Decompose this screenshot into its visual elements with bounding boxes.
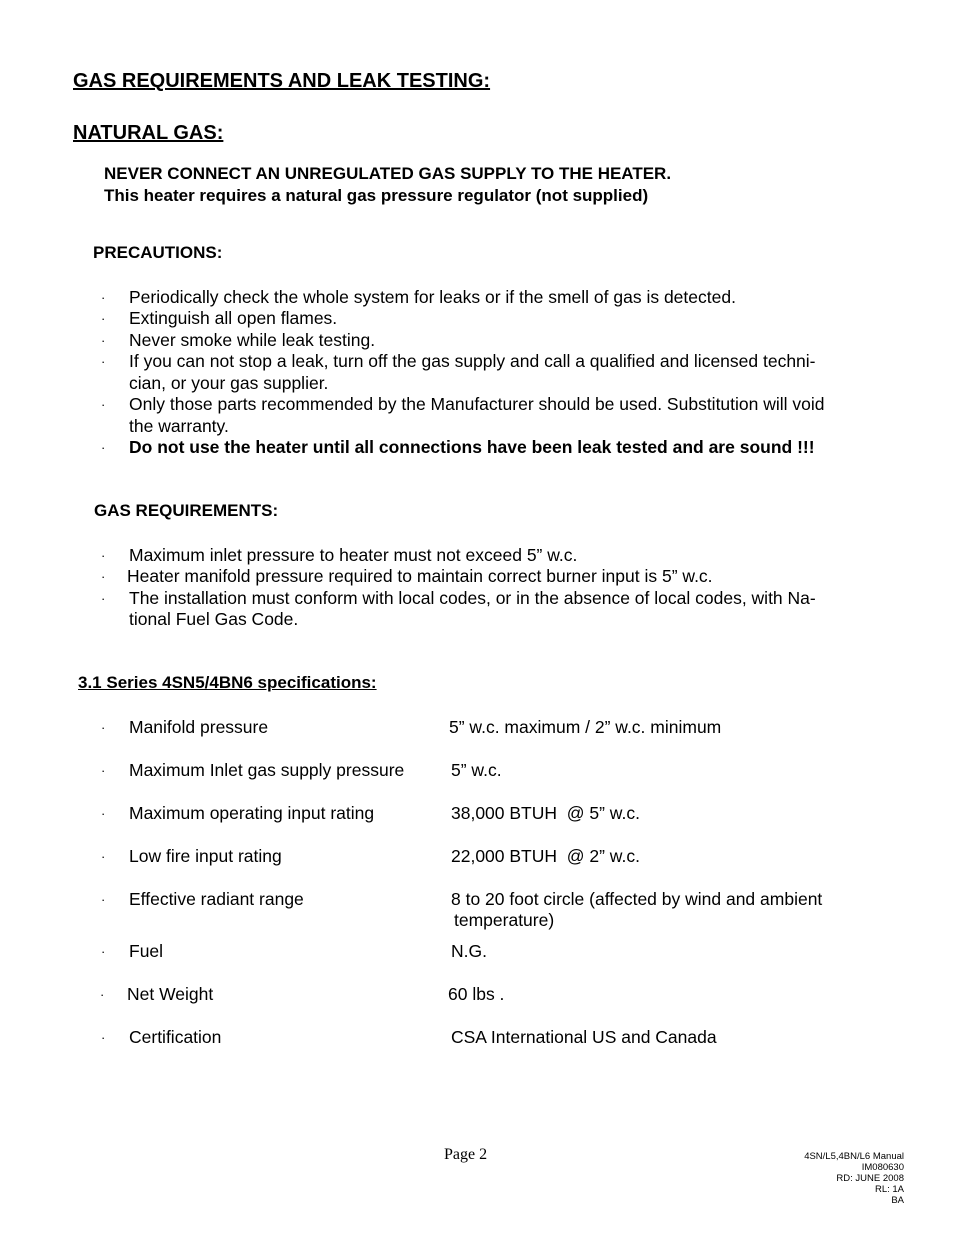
precaution-item: If you can not stop a leak, turn off the gas supply and call a qualified and licensed techni- (129, 351, 816, 371)
spec-value-continued: temperature) (454, 910, 555, 930)
gas-requirements-title: GAS REQUIREMENTS: (94, 501, 279, 520)
page-title: GAS REQUIREMENTS AND LEAK TESTING: (73, 70, 491, 92)
spec-value: CSA International US and Canada (451, 1027, 717, 1047)
bullet: · (101, 333, 106, 348)
spec-value: 38,000 BTUH @ 5” w.c. (451, 803, 640, 823)
bullet: · (101, 763, 106, 778)
spec-value: 5” w.c. maximum / 2” w.c. minimum (449, 717, 722, 737)
precautions-title: PRECAUTIONS: (93, 243, 223, 262)
spec-value: N.G. (451, 941, 487, 961)
requirement-item: The installation must conform with local codes, or in the absence of local codes, with Na- (129, 588, 816, 608)
bullet: · (101, 548, 106, 563)
precaution-item: Only those parts recommended by the Manufacturer should be used. Substitution will void (129, 394, 825, 414)
spec-label: Manifold pressure (129, 717, 269, 737)
requirement-item: Heater manifold pressure required to maintain correct burner input is 5” w.c. (127, 566, 713, 586)
precaution-item: Extinguish all open flames. (129, 308, 338, 328)
meta-line: RD: JUNE 2008 (836, 1173, 904, 1184)
meta-line: RL: 1A (874, 1184, 904, 1195)
requirement-item: Maximum inlet pressure to heater must not exceed 5” w.c. (129, 545, 578, 565)
specs-title: 3.1 Series 4SN5/4BN6 specifications: (78, 673, 377, 692)
requirement-item-continued: tional Fuel Gas Code. (129, 609, 299, 629)
bullet: · (101, 569, 106, 584)
bullet: · (101, 290, 106, 305)
bullet: · (101, 397, 106, 412)
warning-line-1: NEVER CONNECT AN UNREGULATED GAS SUPPLY TO THE HEATER. (104, 164, 672, 183)
spec-label: Fuel (129, 941, 164, 961)
precaution-item-emphasis: Do not use the heater until all connections have been leak tested and are sound !!! (129, 437, 815, 457)
spec-label: Effective radiant range (129, 889, 304, 909)
precaution-item-continued: the warranty. (129, 416, 229, 436)
meta-line: 4SN/L5,4BN/L6 Manual (804, 1151, 904, 1162)
bullet: · (101, 440, 106, 455)
spec-label: Certification (129, 1027, 222, 1047)
meta-line: BA (891, 1195, 904, 1206)
bullet: · (101, 944, 106, 959)
spec-label: Low fire input rating (129, 846, 282, 866)
warning-line-2: This heater requires a natural gas pressure regulator (not supplied) (104, 186, 649, 205)
spec-label: Net Weight (127, 984, 214, 1004)
bullet: · (101, 591, 106, 606)
page-number: Page 2 (444, 1146, 488, 1163)
spec-label: Maximum operating input rating (129, 803, 375, 823)
spec-value: 8 to 20 foot circle (affected by wind and ambient (451, 889, 823, 909)
precaution-item-continued: cian, or your gas supplier. (129, 373, 329, 393)
spec-label: Maximum Inlet gas supply pressure (129, 760, 405, 780)
bullet: · (100, 987, 105, 1002)
bullet: · (101, 892, 106, 907)
spec-value: 22,000 BTUH @ 2” w.c. (451, 846, 640, 866)
document-meta (804, 1151, 904, 1206)
bullet: · (101, 1030, 106, 1045)
section-title-natural-gas: NATURAL GAS: (73, 122, 224, 144)
spec-value: 60 lbs . (448, 984, 505, 1004)
bullet: · (101, 354, 106, 369)
bullet: · (101, 311, 106, 326)
precaution-item: Never smoke while leak testing. (129, 330, 376, 350)
bullet: · (101, 806, 106, 821)
bullet: · (101, 720, 106, 735)
spec-value: 5” w.c. (451, 760, 502, 780)
precaution-item: Periodically check the whole system for leaks or if the smell of gas is detected. (129, 287, 736, 307)
bullet: · (101, 849, 106, 864)
meta-line: IM080630 (861, 1162, 904, 1173)
